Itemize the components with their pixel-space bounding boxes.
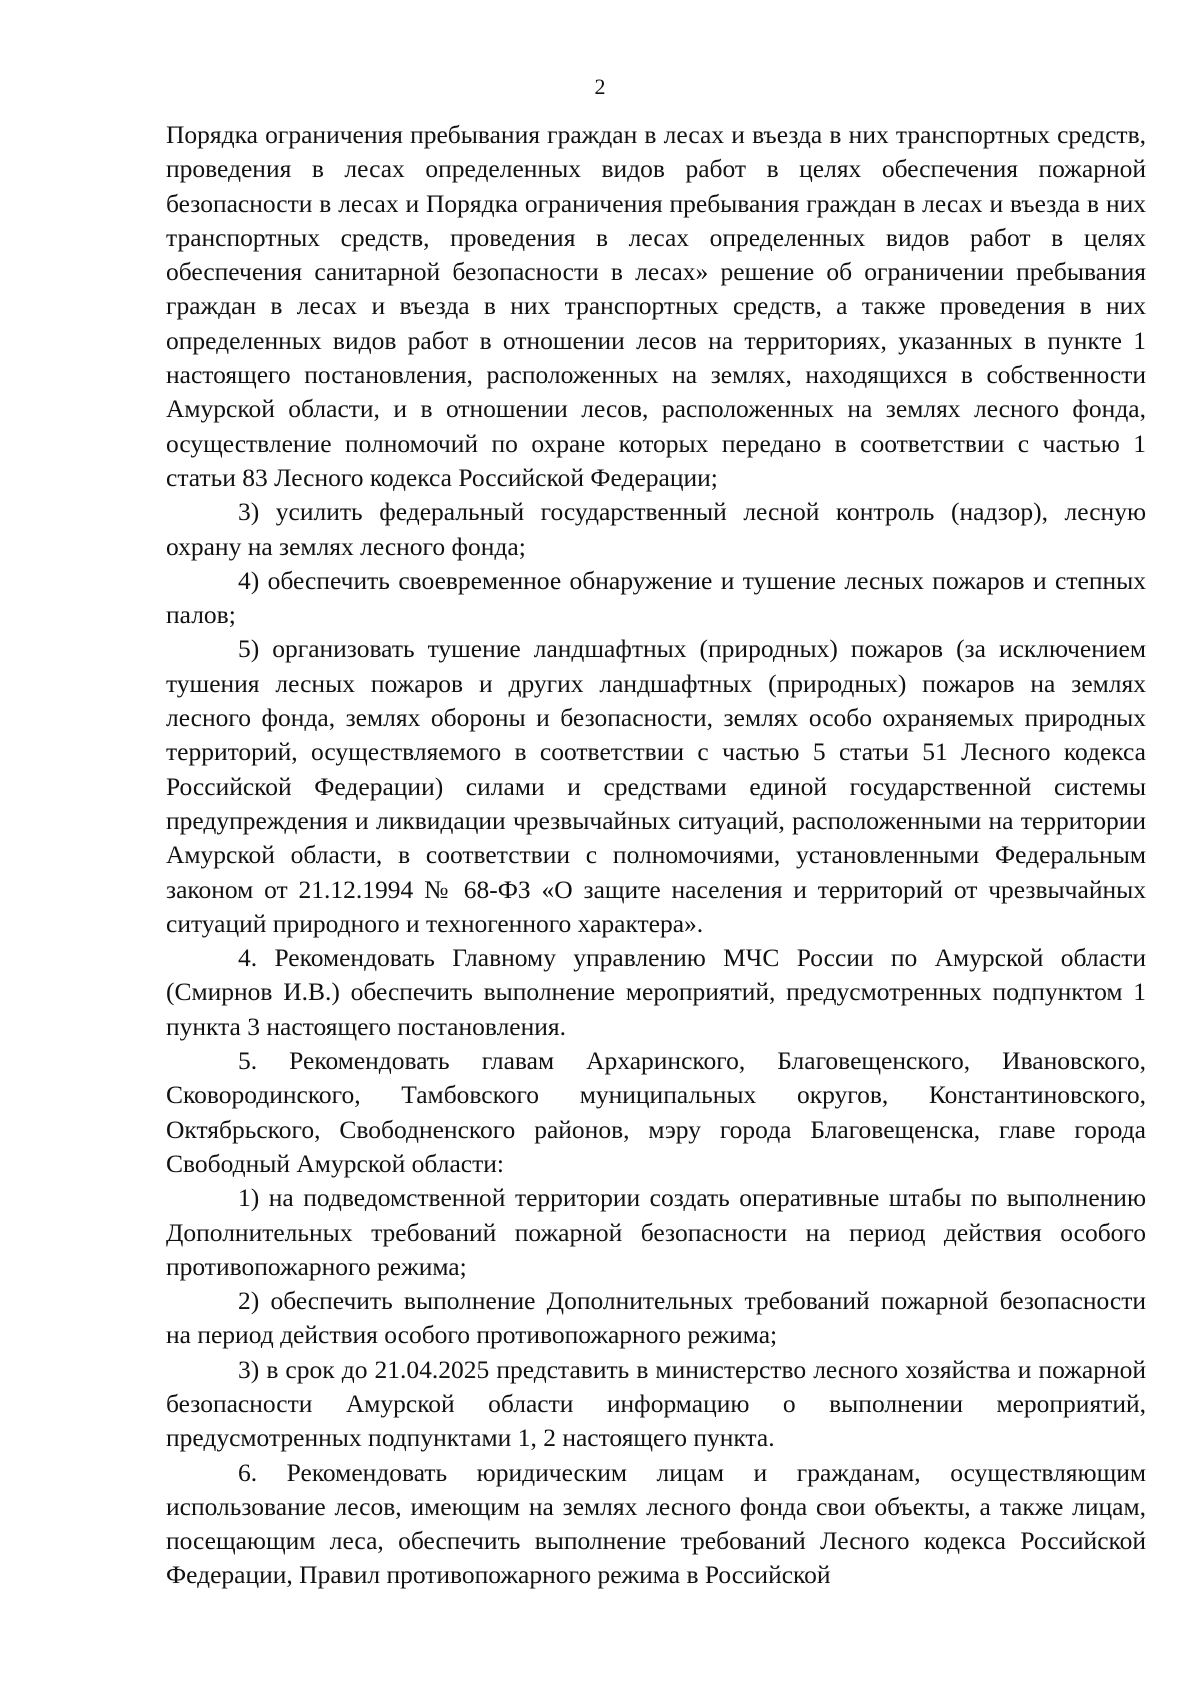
paragraph-section-4: 4. Рекомендовать Главному управлению МЧС России по Амурской области (Смирнов И.В.) обеспечить выполнение мероприятий, предусмотренных подпунктом 1 пункта 3 настоящего постановления. bbox=[166, 943, 1146, 1041]
page-number: 2 bbox=[594, 74, 606, 99]
paragraph-section-6: 6. Рекомендовать юридическим лицам и гражданам, осуществляющим использование лесов, имеющим на землях лесного фонда свои объекты, а также лицам, посещающим леса, обеспечить выполнение требований Лесного кодекса Российской Федерации, Правил противопожарного режима в Российской bbox=[166, 1457, 1146, 1590]
paragraph-item-5-2: 2) обеспечить выполнение Дополнительных требований пожарной безопасности на период действия особого противопожарного режима; bbox=[166, 1286, 1146, 1350]
paragraph-item-3-3: 3) усилить федеральный государственный лесной контроль (надзор), лесную охрану на землях лесного фонда; bbox=[166, 497, 1146, 561]
paragraph-item-3-5: 5) организовать тушение ландшафтных (природных) пожаров (за исключением тушения лесных пожаров и других ландшафтных (природных) пожаров на землях лесного фонда, землях обороны и безопасности, землях особо охраняемых природных территорий, осуществляемого в соответствии с частью 5 статьи 51 Лесного кодекса Российской Федерации) силами и средствами единой государственной системы предупреждения и ликвидации чрезвычайных ситуаций, расположенными на территории Амурской области, в соответствии с полномочиями, установленными Федеральным законом от 21.12.1994 № 68-ФЗ «О защите населения и территорий от чрезвычайных ситуаций природного и техногенного характера». bbox=[166, 634, 1146, 938]
paragraph-continuation: Порядка ограничения пребывания граждан в лесах и въезда в них транспортных средств, проведения в лесах определенных видов работ в целях обеспечения пожарной безопасности в лесах и Порядка ограничения пребывания граждан в лесах и въезда в них транспортных средств, проведения в лесах определенных видов работ в целях обеспечения санитарной безопасности в лесах» решение об ограничении пребывания граждан в лесах и въезда в них транспортных средств, а также проведения в них определенных видов работ в отношении лесов на территориях, указанных в пункте 1 настоящего постановления, расположенных на землях, находящихся в собственности Амурской области, и в отношении лесов, расположенных на землях лесного фонда, осуществление полномочий по охране которых передано в соответствии с частью 1 статьи 83 Лесного кодекса Российской Федерации; bbox=[166, 120, 1146, 492]
document-body bbox=[166, 118, 1146, 1593]
paragraph-item-3-4: 4) обеспечить своевременное обнаружение и тушение лесных пожаров и степных палов; bbox=[166, 565, 1146, 630]
paragraph-section-5: 5. Рекомендовать главам Архаринского, Благовещенского, Ивановского, Сковородинского, Тамбовского муниципальных округов, Константиновского, Октябрьского, Свободненского районов, мэру города Благовещенска, главе города Свободный Амурской области: bbox=[166, 1046, 1146, 1178]
paragraph-item-5-1: 1) на подведомственной территории создать оперативные штабы по выполнению Дополнительных требований пожарной безопасности на период действия особого противопожарного режима; bbox=[166, 1183, 1146, 1281]
paragraph-item-5-3: 3) в срок до 21.04.2025 представить в министерство лесного хозяйства и пожарной безопасности Амурской области информацию о выполнении мероприятий, предусмотренных подпунктами 1, 2 настоящего пункта. bbox=[166, 1354, 1146, 1453]
